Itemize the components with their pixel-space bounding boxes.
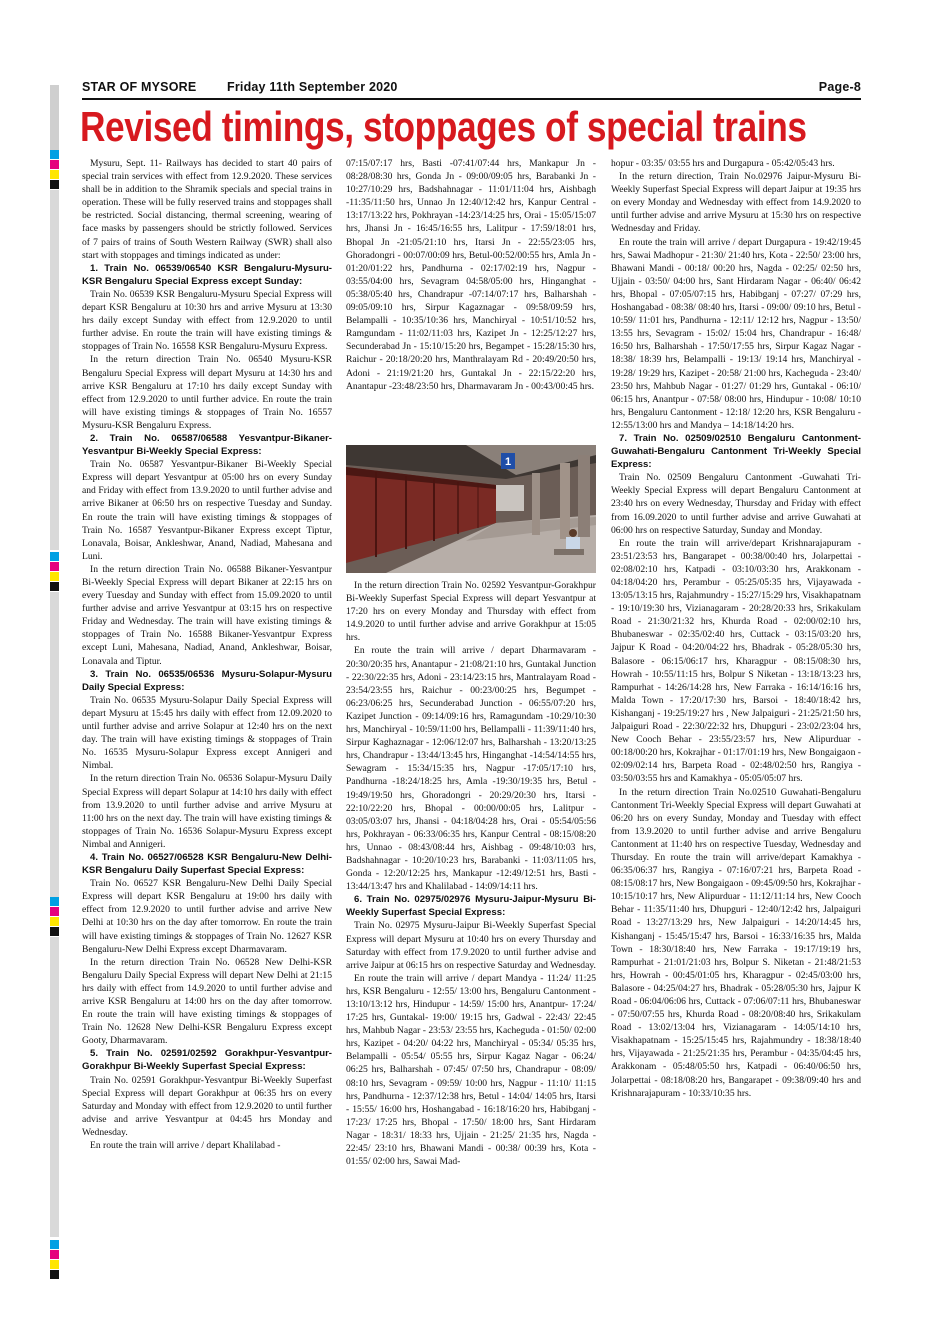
registration-mark-yellow [50, 917, 59, 926]
article-paragraph: Train No. 06535 Mysuru-Solapur Daily Special Express will depart Mysuru at 15:45 hrs daily with effect from 12.09.2020 to until further advise and arrive Solapur at 12:40 hrs on the next day. The train will have existing timings & stoppages of Train No. 16535 Mysuru-Solapur Express except Annigeri and Nimbal. [82, 694, 332, 772]
registration-mark-magenta [50, 1250, 59, 1259]
section-heading: 3. Train No. 06535/06536 Mysuru-Solapur-Mysuru Daily Special Express: [82, 668, 332, 693]
article-paragraph: In the return direction Train No. 02592 Yesvantpur-Gorakhpur Bi-Weekly Superfast Special Express will depart Yesvantpur at 17:20 hrs on every Monday and Thursday with effect from 14.9.2020 to until further advise and arrive Gorakhpur at 15:05 hrs. [346, 580, 596, 644]
section-heading: 4. Train No. 06527/06528 KSR Bengaluru-New Delhi-KSR Bengaluru Daily Superfast Special Express: [82, 851, 332, 877]
article-column-2-bottom [346, 579, 596, 1168]
article-paragraph: In the return direction Train No. 06588 Bikaner-Yesvantpur Bi-Weekly Special Express will depart Bikaner at 22:15 hrs on every Tuesday and Sunday with effect from 15.09.2020 to until further advise and arrive Yesvantpur at 03:15 hrs on respective Friday and Wednesday. The train will have existing timings & stoppages of Train No. 16588 Bikaner-Yesvantpur Express except Luni, Mahesana, Nadiad, Anand, Ankleshwar, Boisar, Lonavala and Tiptur. [82, 563, 332, 667]
page-number: Page-8 [818, 80, 861, 94]
section-heading: 1. Train No. 06539/06540 KSR Bengaluru-Mysuru-KSR Bengaluru Special Express except Sunday: [82, 262, 332, 287]
registration-mark-cyan [50, 150, 59, 159]
article-paragraph: Train No. 06539 KSR Bengaluru-Mysuru Special Express will depart KSR Bengaluru at 10:30 hrs and arrive Mysuru at 13:30 hrs daily except Sunday with effect from 12.9.2020 to until further advise. En route the train will have existing timings & stoppages of Train No. 16558 KSR Bengaluru-Mysuru Express. [82, 288, 332, 353]
publication-name: STAR OF MYSORE [82, 80, 197, 94]
registration-mark-cyan [50, 1240, 59, 1249]
article-paragraph: In the return direction Train No. 06536 Solapur-Mysuru Daily Special Express will depart Solapur at 14:10 hrs daily with effect from 13.9.2020 to until further advise and arrive Mysuru at 11:00 hrs on the next day. The train will have existing timings & stoppages of Train No. 16536 Solapur-Mysuru Express except Nimbal and Annigeri. [82, 773, 332, 850]
registration-mark-yellow [50, 170, 59, 179]
headline: Revised timings, stoppages of special trains [80, 103, 807, 150]
section-heading: 6. Train No. 02975/02976 Mysuru-Jaipur-Mysuru Bi-Weekly Superfast Special Express: [346, 894, 596, 919]
section-heading: 2. Train No. 06587/06588 Yesvantpur-Bikaner-Yesvantpur Bi-Weekly Special Express: [82, 432, 332, 458]
section-heading: 7. Train No. 02509/02510 Bengaluru Cantonment-Guwahati-Bengaluru Cantonment Tri-Weekly Special Express: [611, 432, 861, 471]
article-paragraph: 07:15/07:17 hrs, Basti -07:41/07:44 hrs, Mankapur Jn - 08:28/08:30 hrs, Gonda Jn - 09:00/09:05 hrs, Barabanki Jn - 10:27/10:29 hrs, Badshahnagar - 11:01/11:04 hrs, Aishbagh -11:35/11:50 hrs, Unnao Jn 12:40/12:42 hrs, Kanpur Central - 13:17/13:22 hrs, Pokhrayan -14:23/14:25 hrs, Orai - 15:05/15:07 hrs, Jhansi Jn - 16:45/16:55 hrs, Lalitpur - 17:59/18:01 hrs, Bhopal Jn -21:05/21:10 hrs, Itarsi Jn - 22:55/23:05 hrs, Ghoradongri - 00:07/00:09 hrs, Betul-00:52/00:55 hrs, Amla Jn - 01:20/01:22 hrs, Pandhurna - 02:17/02:19 hrs, Nagpur - 03:55/04:00 hrs, Sevagram 04:58/05:00 hrs, Hinganghat - 05:38/05:40 hrs, Chandrapur -07:14/07:17 hrs, Balharshah - 09:05/09:10 hrs, Sirpur Kagaznagar - 09:58/09:59 hrs, Belampalli - 10:35/10:36 hrs, Manchiryal - 10:51/10:52 hrs, Ramgundam - 11:02/11:03 hrs, Kazipet Jn - 12:25/12:27 hrs, Secunderabad Jn - 15:10/15:20 hrs, Begampet - 15:28/15:30 hrs, Raichur - 20:18/20:20 hrs, Manthralayam Rd - 20:49/20:50 hrs, Adoni - 21:19/21:20 hrs, Guntakal Jn - 22:15/22:20 hrs, Anantapur -23:48/23:50 hrs, Dharmavaram Jn - 00:43/00:45 hrs. [346, 158, 596, 392]
article-paragraph: En route the train will arrive / depart Khalilabad - [90, 1140, 281, 1152]
registration-mark-yellow [50, 1260, 59, 1269]
article-paragraph: Train No. 06587 Yesvantpur-Bikaner Bi-Weekly Special Express will depart Yesvantpur at 05:00 hrs on every Sunday and Friday with effect from 13.9.2020 to until further advise and arrive Bikaner at 06:50 hrs on respective Tuesday and Sunday. En route the train will have existing timings & stoppages of Train No. 16587 Yesvantpur-Bikaner Express except Tiptur, Lonavala, Boisar, Ankleshwar, Anand, Nadiad, Mahesana and Luni. [82, 459, 332, 562]
article-paragraph: Train No. 02975 Mysuru-Jaipur Bi-Weekly Superfast Special Express will depart Mysuru at 10:40 hrs on every Thursday and Saturday with effect from 17.9.2020 to until further advise and arrive Jaipur at 06:15 hrs on respective Saturday and Wednesday. [346, 920, 596, 971]
article-paragraph: In the return direction, Train No.02976 Jaipur-Mysuru Bi-Weekly Superfast Special Express will depart Jaipur at 19:35 hrs on every Monday and Wednesday with effect from 14.9.2020 to until further advise and arrive Mysuru at 15:30 hrs on respective Wednesday and Friday. [611, 171, 861, 235]
article-column-2-top [346, 157, 596, 437]
platform-number-sign: 1 [504, 456, 512, 468]
article-paragraph: En route the train will arrive / depart Durgapura - 19:42/19:45 hrs, Sawai Madhopur - 21:30/ 21:40 hrs, Kota - 22:50/ 23:00 hrs, Bhawani Mandi - 00:18/ 00:20 hrs, Nagda - 02:25/ 02:50 hrs, Ujjain - 03:50/ 04:00 hrs, Sant Hirdaram Nagar - 06:40/ 06:42 hrs, Bhopal - 07:05/07:15 hrs, Habibganj - 07:27/ 07:29 hrs, Hoshangabad - 08:38/ 08:40 hrs, Itarsi - 09:00/ 09:10 hrs, Betul - 10:59/ 11:01 hrs, Pandhurna - 12:11/ 12:12 hrs, Nagpur - 13:50/ 13:55 hrs, Sevagram - 15:02/ 15:04 hrs, Chandrapur - 16:48/ 16:50 hrs, Balharshah - 17:50/17:55 hrs, Sirpur Kagaz Nagar - 18:38/ 18:39 hrs, Belampalli - 19:13/ 19:14 hrs, Manchiryal - 19:28/ 19:29 hrs, Kazipet - 20:58/ 21:00 hrs, Kacheguda - 23:40/ 23:50 hrs, Mahbub Nagar - 01:27/ 01:29 hrs, Guntakal - 06:10/ 06:15 hrs, Anantpur - 07:58/ 08:00 hrs, Hindupur - 10:08/ 10:10 hrs, Bengaluru Cantonment - 12:18/ 12:20 hrs, KSR Bengaluru - 12:55/13:00 hrs and Mandya – 14:18/14:20 hrs. [611, 236, 861, 431]
registration-bar-lower [50, 937, 59, 1237]
article-paragraph: In the return direction Train No.02510 Guwahati-Bengaluru Cantonment Tri-Weekly Special Express will depart Guwahati at 06:20 hrs on every Sunday, Monday and Tuesday with effect from 13.9.2020 to until further advise and arrive Bengaluru Cantonment at 11:40 hrs on respective Tuesday, Wednesday and Thursday. En route the train will arrive/depart Kamakhya - 06:35/06:37 hrs, Rangiya - 07:16/07:21 hrs, Barpeta Road - 08:15/08:17 hrs, New Bongaigaon - 09:45/09:50 hrs, Kokrajhar - 10:15/10:17 hrs, New Alipurduar - 11:12/11:14 hrs, New Cooch Behar - 11:35/11:40 hrs, Dhupguri - 12:40/12:42 hrs, Jalpaiguri Road - 13:27/13:29 hrs, New Jalpaiguri - 14:20/14:45 hrs, Kishanganj - 15:45/15:47 hrs, Barsoi - 16:33/16:35 hrs, Malda Town - 18:30/18:40 hrs, New Farraka - 19:17/19:19 hrs, Rampurhat - 21:01/21:03 hrs, Bolpur S. Niketan - 21:48/21:53 hrs, Howrah - 00:45/01:05 hrs, Kharagpur - 02:45/03:00 hrs, Balasore - 04:25/04:27 hrs, Bhadrak - 05:28/05:30 hrs, Jajpur K Road - 06:04/06:06 hrs, Cuttack - 07:06/07:11 hrs, Bhubaneswar - 07:50/07:55 hrs, Khurda Road - 08:20/08:40 hrs, Srikakulam Road - 13:02/13:04 hrs, Vizianagaram - 14:05/14:10 hrs, Visakhapatnam - 15:25/15:45 hrs, Rajahmundry - 18:38/18:40 hrs, Vijayawada - 21:25/21:35 hrs, Perambur - 04:35/04:45 hrs, Arakkonam - 05:48/05:50 hrs, Katpadi - 06:40/06:50 hrs, Jolarpettai - 08:18/08:20 hrs, Bangarapet - 09:38/09:40 hrs and Krishnarajapuram - 10:33/10:35 hrs. [611, 786, 861, 1099]
registration-mark-magenta [50, 562, 59, 571]
railway-platform-photo [346, 445, 596, 573]
registration-mark-cyan [50, 552, 59, 561]
registration-mark-black [50, 582, 59, 591]
registration-bar-upper [50, 190, 59, 550]
registration-bar-middle [50, 592, 59, 897]
article-paragraph: Train No. 06527 KSR Bengaluru-New Delhi Daily Special Express will depart KSR Bengaluru at 19:00 hrs daily with effect from 12.9.2020 to until further advise and arrive New Delhi at 10:30 hrs on the day after tomorrow. En route the train will have existing timings & stoppages of Train No. 12627 KSR Bengaluru-New Delhi Express except Dharmavaram. [82, 878, 332, 955]
article-paragraph: En route the train will arrive / depart Mandya - 11:24/ 11:25 hrs, KSR Bengaluru - 12:55/ 13:00 hrs, Bengaluru Cantonment - 13:10/13:12 hrs, Hindupur - 14:59/ 15:00 hrs, Anantpur- 17:24/ 17:25 hrs, Guntakal- 19:00/ 19:15 hrs, Gadwal - 22:43/ 22:45 hrs, Mahbub Nagar - 23:53/ 23:55 hrs, Kacheguda - 01:50/ 02:00 hrs, Kazipet - 04:20/ 04:22 hrs, Manchiryal - 05:34/ 05:35 hrs, Belampalli - 05:54/ 05:55 hrs, Sirpur Kagaz Nagar - 06:24/ 06:25 hrs, Balharshah - 07:45/ 07:50 hrs, Chandrapur - 08:09/ 08:10 hrs, Sevagram - 09:59/ 10:00 hrs, Nagpur - 11:10/ 11:15 hrs, Pandhurna - 12:37/12:38 hrs, Betul - 14:04/ 14:05 hrs, Itarsi - 15:55/ 16:00 hrs, Hoshangabad - 16:18/16:20 hrs, Habibganj - 17:23/ 17:25 hrs, Bhopal - 17:50/ 18:00 hrs, Sant Hirdaram Nagar - 18:31/ 18:33 hrs, Ujjain - 21:25/ 21:35 hrs, Nagda - 22:45/ 23:10 hrs, Bhawani Mandi - 00:38/ 00:39 hrs, Kota - 01:55/ 02:00 hrs, Sawai Mad- [346, 972, 596, 1168]
article-paragraph: Mysuru, Sept. 11- Railways has decided to start 40 pairs of special train services with effect from 12.9.2020. These services shall be in addition to the Shramik specials and special trains in operation. These will be fully reserved trains and stoppages shall be restricted. Social distancing, thermal screening, wearing of face masks by passengers should be strictly followed. Services of 7 pairs of trains of South Western Railway (SWR) shall also start with stoppages and timings indicated as under: [82, 158, 332, 261]
registration-mark-black [50, 927, 59, 936]
article-column-1 [82, 157, 332, 1272]
article-paragraph: Train No. 02509 Bengaluru Cantonment -Guwahati Tri-Weekly Special Express will depart Bengaluru Cantonment at 23:40 hrs on every Wednesday, Thursday and Friday with effect from 16.09.2020 to until further advise and arrive Guwahati at 06:00 hrs on respective Saturday, Sunday and Monday. [611, 472, 861, 536]
registration-mark-cyan [50, 897, 59, 906]
masthead [82, 78, 861, 100]
registration-mark-yellow [50, 572, 59, 581]
registration-mark-black [50, 180, 59, 189]
registration-mark-black [50, 1270, 59, 1279]
article-paragraph: hopur - 03:35/ 03:55 hrs and Durgapura - 05:42/05:43 hrs. [611, 158, 835, 169]
registration-bar-top [50, 85, 59, 153]
registration-mark-magenta [50, 907, 59, 916]
article-paragraph: In the return direction Train No. 06528 New Delhi-KSR Bengaluru Daily Special Express will depart New Delhi at 21:15 hrs daily with effect from 14.9.2020 to until further advise and arrive KSR Bengaluru at 14:00 hrs on the day after tomorrow. En route the train will have existing timings & stoppages of Train No. 12628 New Delhi-KSR Bengaluru Express except Gooty, Dharmavaram. [82, 956, 332, 1047]
article-column-2 [346, 157, 596, 1168]
registration-mark-magenta [50, 160, 59, 169]
article-column-3 [611, 157, 861, 1100]
section-heading: 5. Train No. 02591/02592 Gorakhpur-Yesvantpur-Gorakhpur Bi-Weekly Superfast Special Express: [82, 1048, 332, 1073]
article-paragraph: Train No. 02591 Gorakhpur-Yesvantpur Bi-Weekly Superfast Special Express will depart Gorakhpur at 06:35 hrs on every Saturday and Monday with effect from 12.9.2020 to until further advise and arrive Yesvantpur at 04:45 hrs Monday and Wednesday. [82, 1074, 332, 1138]
issue-date: Friday 11th September 2020 [227, 80, 398, 94]
article-paragraph: En route the train will arrive/depart Krishnarajapuram - 23:51/23:53 hrs, Bangarapet - 00:38/00:40 hrs, Jolarpettai - 02:08/02:10 hrs, Katpadi - 03:10/03:30 hrs, Arakkonam - 04:18/04:20 hrs, Perambur - 05:25/05:35 hrs, Vijayawada - 13:05/13:15 hrs, Rajahmundry - 15:27/15:29 hrs, Visakhapatnam - 19:10/19:30 hrs, Vizianagaram - 20:28/20:33 hrs, Srikakulam Road - 21:30/21:32 hrs, Khurda Road - 02:00/02:10 hrs, Bhubaneswar - 02:35/02:40 hrs, Cuttack - 03:15/03:20 hrs, Jajpur K Road - 04:20/04:22 hrs, Bhadrak - 05:28/05:30 hrs, Balasore - 06:15/06:17 hrs, Kharagpur - 08:15/08:30 hrs, Howrah - 10:55/11:15 hrs, Bolpur S Niketan - 13:18/13:23 hrs, Rampurhat - 14:26/14:28 hrs, New Farraka - 16:14/16:16 hrs, Malda Town - 17:20/17:30 hrs, Barsoi - 18:40/18:42 hrs, Kishanganj - 19:25/19:27 hrs , New Jalpaiguri - 21:25/21:50 hrs, Jalpaiguri Road - 22:30/22:32 hrs, Dhupguri - 23:02/23:04 hrs, New Cooch Behar - 23:55/23:57 hrs, New Alipurduar - 00:18/00:20 hrs, Kokrajhar - 01:17/01:19 hrs, New Bongaigaon - 02:09/02:14 hrs, Barpeta Road - 02:48/02:50 hrs, Rangiya - 03:50/03:55 hrs and Kamakhya - 05:05/05:07 hrs. [611, 537, 861, 785]
article-paragraph: In the return direction Train No. 06540 Mysuru-KSR Bengaluru Special Express will depart Mysuru at 14:30 hrs and arrive KSR Bengaluru at 17:10 hrs daily except Sunday with effect from 12.9.2020 to until further advice. En route the train will have existing timings & stoppages of Train No. 16557 Mysuru-KSR Bengaluru Express. [82, 354, 332, 431]
article-paragraph: En route the train will arrive / depart Dharmavaram - 20:30/20:35 hrs, Anantapur - 21:08/21:10 hrs, Guntakal Junction - 22:30/22:35 hrs, Adoni - 23:14/23:15 hrs, Mantralayam Road - 23:54/23:55 hrs, Raichur - 00:23/00:25 hrs, Begumpet - 06:23/06:25 hrs, Secunderabad Junction - 06:55/07:20 hrs, Kazipet Junction - 09:14/09:16 hrs, Ramagundam -10:29/10:30 hrs, Manchiryal - 10:59/11:00 hrs, Bellampalli - 11:39/11:40 hrs, Sirpur Kaghaznagar - 12:06/12:07 hrs, Balharshah - 13:20/13:25 hrs, Chandrapur - 13:44/13:45 hrs, Hinganghat -14:54/14:55 hrs, Sewagram - 15:34/15:35 hrs, Nagpur -17:05/17:10 hrs, Pandhurna -18:24/18:25 hrs, Amla -19:30/19:35 hrs, Betul - 19:49/19:50 hrs, Ghoradongri - 20:29/20:30 hrs, Itarsi - 22:10/22:20 hrs, Bhopal - 00:00/00:05 hrs, Lalitpur - 03:05/03:07 hrs, Jhansi - 04:18/04:28 hrs, Orai - 05:54/05:56 hrs, Pokhrayan - 06:33/06:35 hrs, Kanpur Central - 08:15/08:20 hrs, Unnao - 08:43/08:44 hrs, Aishbag - 09:48/10:03 hrs, Badshahnagar - 10:20/10:23 hrs, Barabanki - 11:03/11:05 hrs, Gonda - 12:20/12:25 hrs, Mankapur -12:49/12:51 hrs, Basti - 13:44/13:47 hrs and Khalilabad - 14:09/14:11 hrs. [346, 645, 596, 893]
